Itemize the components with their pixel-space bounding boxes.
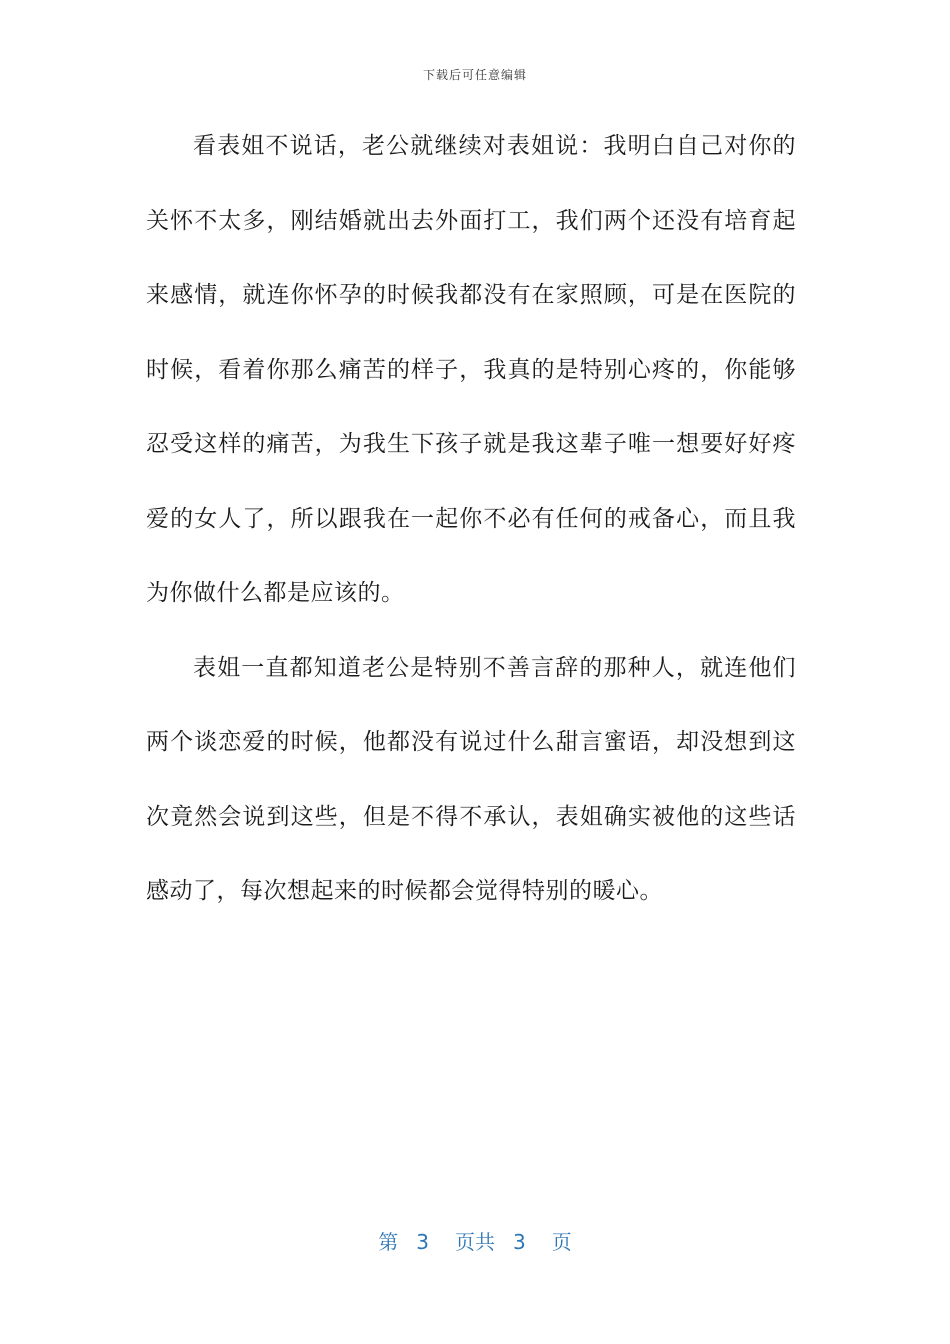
text-line: 次竟然会说到这些，但是不得不承认，表姐确实被他的这些话	[146, 803, 796, 830]
text-line: 忍受这样的痛苦，为我生下孩子就是我这辈子唯一想要好好疼	[146, 431, 796, 457]
paragraph	[146, 644, 796, 942]
header-text: 下载后可任意编辑	[422, 68, 527, 82]
page-header	[0, 66, 950, 83]
footer-label-ye: 页	[551, 1230, 572, 1254]
text-line: 为你做什么都是应该的。	[146, 580, 405, 606]
page-footer	[0, 1226, 950, 1255]
footer-label-yegong: 页共	[455, 1230, 495, 1254]
paragraph	[146, 122, 796, 644]
text-line: 爱的女人了，所以跟我在一起你不必有任何的戒备心，而且我	[146, 505, 796, 532]
text-line: 来感情，就连你怀孕的时候我都没有在家照顾，可是在医院的	[146, 282, 796, 308]
footer-label-di: 第	[378, 1230, 399, 1254]
text-line: 两个谈恋爱的时候，他都没有说过什么甜言蜜语，却没想到这	[146, 729, 796, 755]
text-line: 看表姐不说话，老公就继续对表姐说：我明白自己对你的	[193, 133, 796, 159]
document-body	[146, 122, 796, 942]
text-line: 表姐一直都知道老公是特别不善言辞的那种人，就连他们	[193, 654, 796, 681]
current-page-number: 3	[416, 1230, 429, 1254]
total-pages-number: 3	[513, 1230, 526, 1254]
text-line: 时候，看着你那么痛苦的样子，我真的是特别心疼的，你能够	[146, 356, 796, 383]
text-line: 感动了，每次想起来的时候都会觉得特别的暖心。	[146, 878, 663, 904]
text-line: 关怀不太多，刚结婚就出去外面打工，我们两个还没有培育起	[146, 207, 796, 234]
